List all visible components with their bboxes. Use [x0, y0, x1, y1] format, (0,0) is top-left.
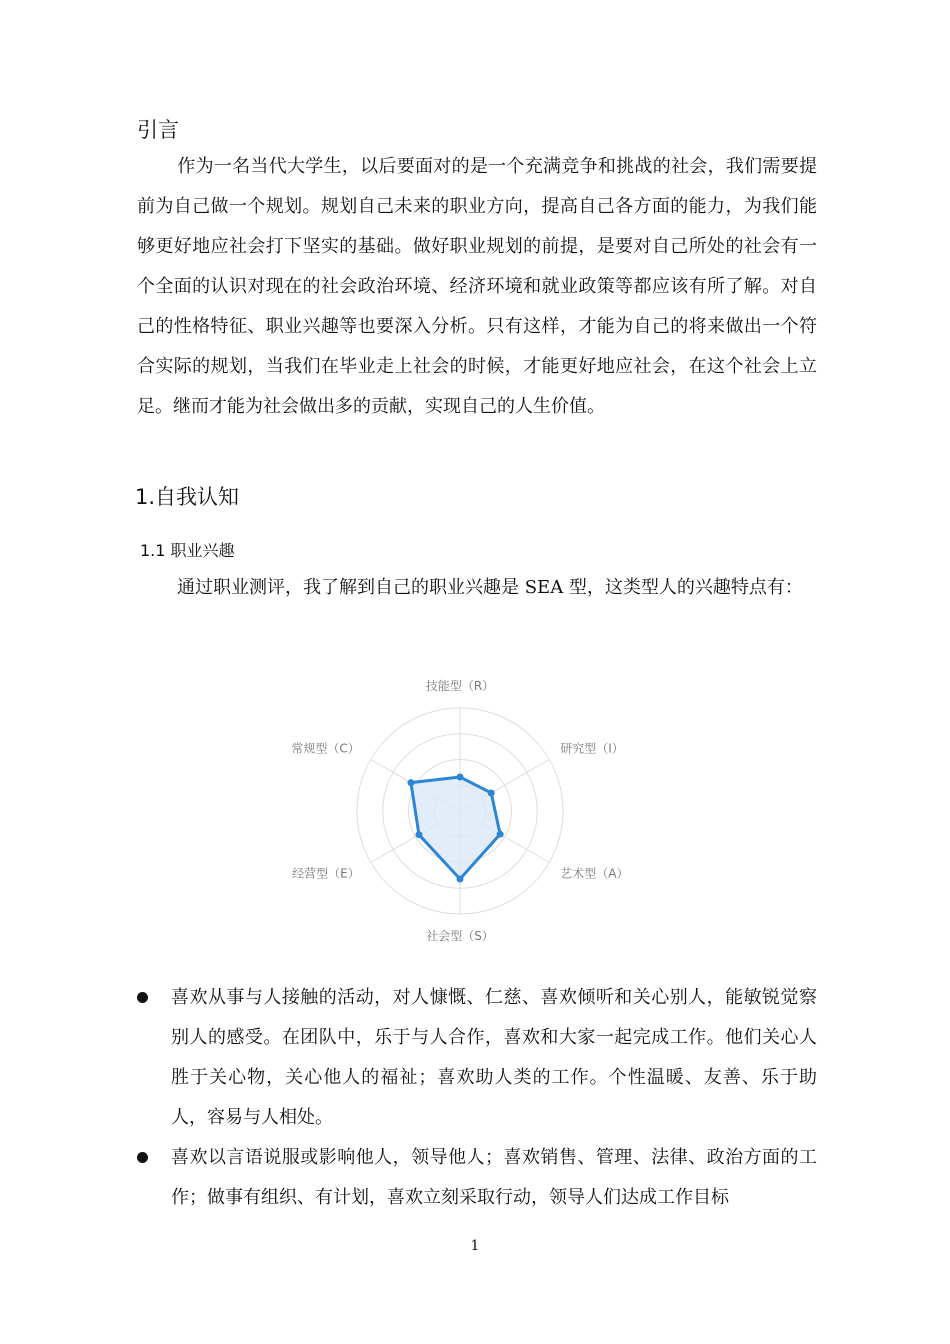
interest-paragraph: [137, 568, 817, 608]
list-item-text: 喜欢以言语说服或影响他人，领导他人；喜欢销售、管理、法律、政治方面的工作；做事有组织、有计划，喜欢立刻采取行动，领导人们达成工作目标: [171, 1147, 817, 1208]
list-item: [137, 978, 817, 1138]
trait-list: [137, 978, 817, 1218]
list-item: [137, 1138, 817, 1218]
radar-point: [457, 774, 464, 781]
radar-axis-label: 艺术型（A）: [560, 866, 629, 881]
radar-axis-label: 研究型（I）: [560, 741, 624, 756]
radar-point: [488, 789, 495, 796]
list-item-text: 喜欢从事与人接触的活动，对人慷慨、仁慈、喜欢倾听和关心别人，能敏锐觉察别人的感受。在团队中，乐于与人合作，喜欢和大家一起完成工作。他们关心人胜于关心物，关心他人的福祉；喜欢助人类的工作。个性温暖、友善、乐于助人，容易与人相处。: [171, 987, 817, 1128]
radar-series-area: [411, 777, 500, 879]
intro-paragraph: [137, 147, 817, 427]
bullet-dot-icon: [137, 1152, 148, 1163]
radar-point: [497, 831, 504, 838]
radar-point: [415, 831, 422, 838]
page-number: 1: [470, 1238, 480, 1254]
subsection-heading: 1.1 职业兴趣: [140, 541, 235, 560]
interest-radar-chart: [270, 668, 650, 958]
radar-axis-label: 社会型（S）: [426, 929, 494, 943]
radar-point: [457, 875, 464, 882]
interest-paragraph-text: 通过职业测评，我了解到自己的职业兴趣是 SEA 型，这类型人的兴趣特点有：: [177, 577, 803, 598]
radar-point: [407, 779, 414, 786]
radar-axis-label: 常规型（C）: [291, 741, 360, 756]
radar-axis-label: 技能型（R）: [425, 679, 495, 693]
radar-axis-label: 经营型（E）: [292, 866, 360, 881]
section-heading: 1.自我认知: [135, 485, 240, 509]
intro-paragraph-text: 作为一名当代大学生，以后要面对的是一个充满竞争和挑战的社会，我们需要提前为自己做一个规划。规划自己未来的职业方向，提高自己各方面的能力，为我们能够更好地应社会打下坚实的基础。做好职业规划的前提，是要对自己所处的社会有一个全面的认识对现在的社会政治环境、经济环境和就业政策等都应该有所了解。对自己的性格特征、职业兴趣等也要深入分析。只有这样，才能为自己的将来做出一个符合实际的规划，当我们在毕业走上社会的时候，才能更好地应社会，在这个社会上立足。继而才能为社会做出多的贡献，实现自己的人生价值。: [137, 156, 817, 417]
intro-heading: 引言: [137, 118, 179, 142]
bullet-dot-icon: [137, 992, 148, 1003]
